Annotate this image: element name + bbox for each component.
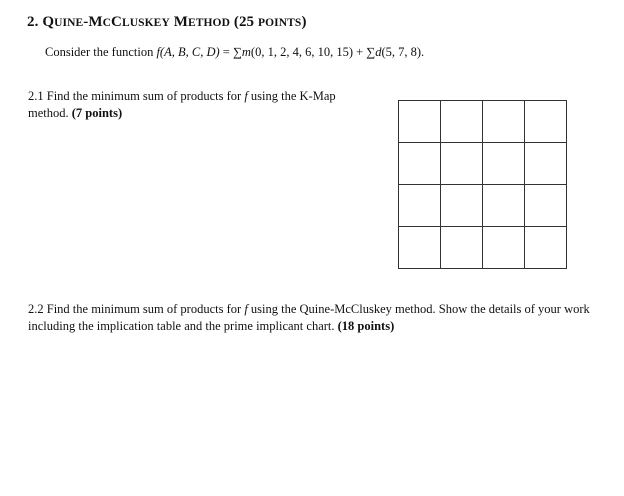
k-map-row <box>399 185 567 227</box>
k-map-cell <box>483 143 525 185</box>
k-map-row <box>399 101 567 143</box>
minterm-sum-symbol: ∑m <box>232 45 251 59</box>
title-fragment: C <box>111 14 122 30</box>
k-map-cell <box>441 101 483 143</box>
k-map-grid <box>398 100 567 269</box>
k-map-cell <box>399 185 441 227</box>
title-fragment: C <box>102 17 112 29</box>
k-map-cell <box>399 143 441 185</box>
question-points: (7 points) <box>71 106 123 120</box>
section-number: 2. <box>27 14 39 30</box>
k-map-cell <box>525 227 567 269</box>
question-number: 2.1 <box>28 89 44 103</box>
function-symbol: f <box>244 89 248 103</box>
title-fragment: ) <box>301 14 307 30</box>
dontcare-list: (5, 7, 8) <box>381 45 422 59</box>
k-map-cell <box>483 227 525 269</box>
minterm-list: (0, 1, 2, 4, 6, 10, 15) <box>250 45 353 59</box>
function-symbol: f <box>244 302 248 316</box>
question-text-end: using the Quine-McCluskey method. Show the details of your work including the implication table and the prime implicant chart. <box>28 302 590 333</box>
question-text-end: using the K-Map method. <box>28 89 336 120</box>
title-fragment: -M <box>83 14 103 30</box>
k-map-cell <box>441 227 483 269</box>
question-number: 2.2 <box>28 302 44 316</box>
k-map-cell <box>525 101 567 143</box>
title-fragment: POINTS <box>258 17 302 29</box>
question-2-2 <box>28 301 598 335</box>
question-text-start: Find the minimum sum of products for <box>43 89 245 103</box>
k-map-cell <box>399 101 441 143</box>
k-map-row <box>399 143 567 185</box>
question-points: (18 points) <box>337 319 395 333</box>
section-heading <box>27 14 307 31</box>
dontcare-sum-symbol: ∑d <box>366 45 382 59</box>
title-fragment: UINE <box>54 17 84 29</box>
k-map-cell <box>525 143 567 185</box>
k-map-cell <box>441 185 483 227</box>
function-name: f(A, B, C, D) <box>156 45 220 59</box>
question-text-start: Find the minimum sum of products for <box>43 302 245 316</box>
k-map-cell <box>441 143 483 185</box>
title-fragment: ETHOD <box>187 17 231 29</box>
title-fragment: Q <box>42 14 55 30</box>
equals-sign: = <box>219 45 233 59</box>
plus-sign: + <box>352 45 367 59</box>
k-map-row <box>399 227 567 269</box>
k-map-cell <box>399 227 441 269</box>
title-fragment: M <box>169 14 188 30</box>
sentence-end: . <box>421 45 425 59</box>
function-intro: Consider the function <box>45 45 157 59</box>
k-map-cell <box>483 185 525 227</box>
k-map-cell <box>483 101 525 143</box>
function-definition <box>45 45 424 60</box>
title-fragment: LUSKEY <box>121 17 170 29</box>
section-title <box>42 14 306 30</box>
title-fragment: (25 <box>230 14 259 30</box>
k-map-cell <box>525 185 567 227</box>
question-2-1 <box>28 88 368 122</box>
